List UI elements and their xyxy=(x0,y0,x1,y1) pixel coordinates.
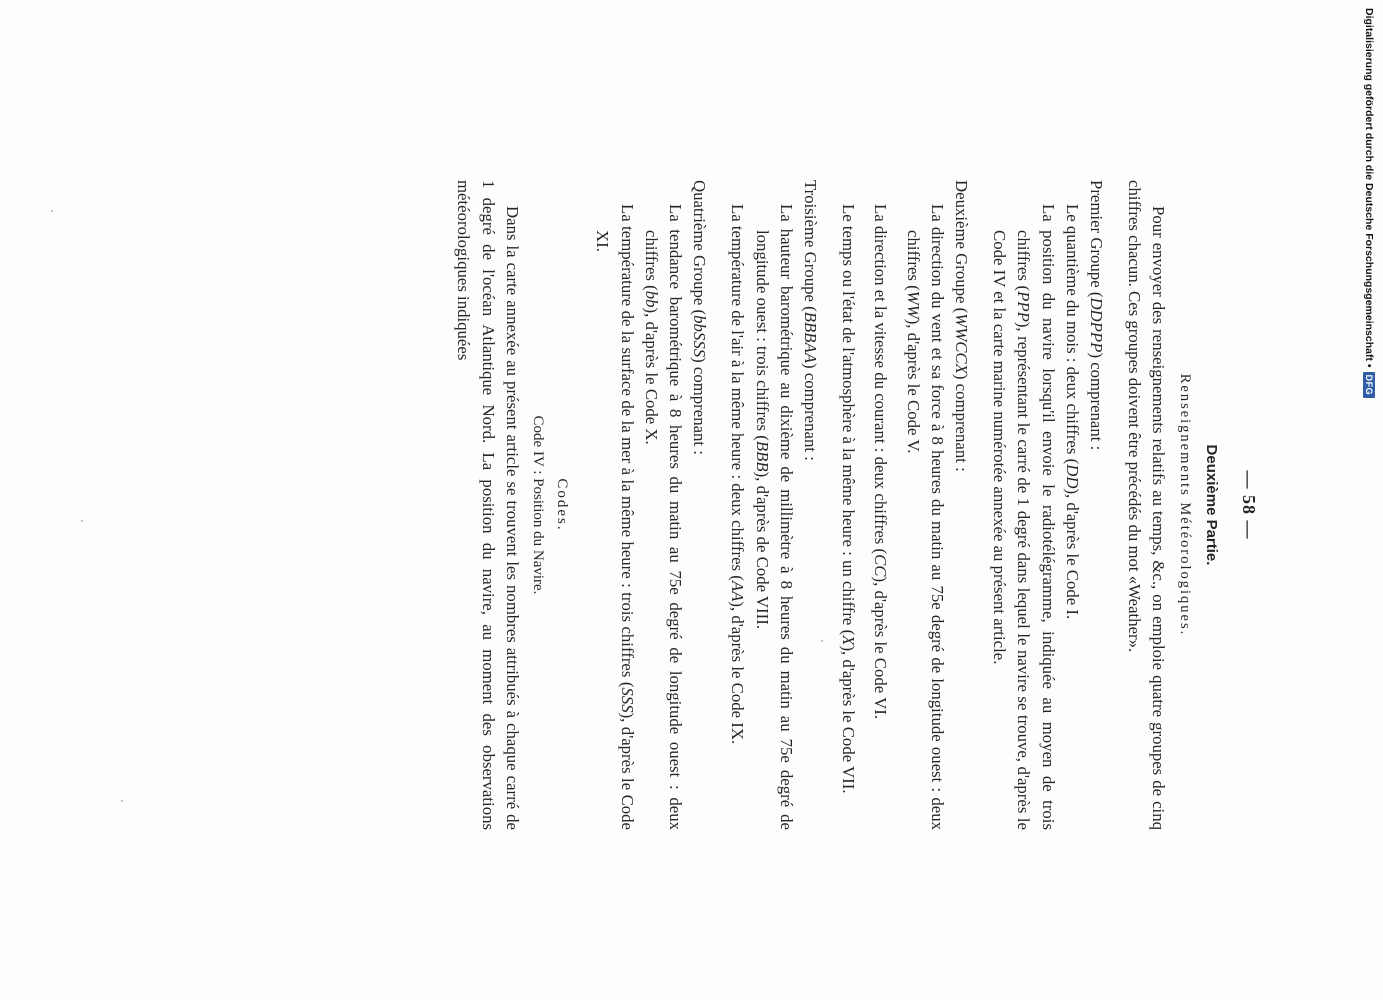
group-heading-4: Quatrième Groupe (bbSSS) comprenant : xyxy=(690,180,710,455)
page-body xyxy=(451,180,1261,830)
scan-speck xyxy=(121,800,123,802)
part-title: Deuxième Partie. xyxy=(1202,444,1220,566)
scan-speck xyxy=(81,520,83,522)
section-title: Renseignements Météorologiques. xyxy=(1176,373,1193,637)
group-3-item-1: La hauteur barométrique au dixième de millimètre à 8 heures du matin au 75e degré de longitude ouest : trois chiffres (BBB), d'après de Code VIII. xyxy=(752,204,796,830)
group-heading-3: Troisième Groupe (BBBAA) comprenant : xyxy=(800,180,820,461)
codes-title: Codes. xyxy=(554,478,571,532)
group-2-item-2: La direction et la vitesse du courant : deux chiffres (CC), d'après le Code VI. xyxy=(871,204,891,720)
dfg-logo: DFG xyxy=(1363,372,1375,399)
group-1-item-2: La position du navire lorsqu'il envoie le radiotélégramme, indiquée au moyen de trois chiffres (PPP), représentant le carré de 1 degré dans lequel le navire se trouve, d'après le Code IV et la carte marine numérotée annexée au présent article. xyxy=(990,204,1058,831)
group-4-item-2: La température de la surface de la mer à la même heure : trois chiffres (SSS), d'après le Code XI. xyxy=(593,204,637,830)
group-heading-2: Deuxième Groupe (WWCCX) comprenant : xyxy=(951,180,971,472)
group-4-item-1: La tendance barométrique à 8 heures du matin au 75e degré de longitude ouest : deux chiffres (bb), d'après le Code X. xyxy=(641,204,685,830)
group-3-item-2: La température de l'air à la même heure : deux chiffres (AA), d'après le Code IX. xyxy=(728,204,748,745)
scan-speck xyxy=(821,640,823,642)
scan-speck xyxy=(51,210,53,212)
code-iv-title: Code IV : Position du Navire. xyxy=(529,415,546,595)
group-2-item-3: Le temps ou l'état de l'atmosphère à la même heure : un chiffre (X), d'après le Code VII. xyxy=(839,204,859,794)
credit-text: Digitalisierung gefördert durch die Deutsche Forschungsgemeinschaft • xyxy=(1363,8,1375,368)
group-1-item-1: Le quantième du mois : deux chiffres (DD), d'après le Code I. xyxy=(1062,204,1082,620)
intro-paragraph: Pour envoyer des renseignements relatifs au temps, &c., on emploie quatre groupes de cinq chiffres chacun. Ces groupes doivent être précédés du mot «Weather». xyxy=(1125,180,1169,830)
page-number: — 58 — xyxy=(1239,470,1259,540)
code-iv-paragraph: Dans la carte annexée au présent article se trouvent les nombres attribués à chaque carré de 1 degré de l'océan Atlantique Nord. La position du navire, au moment des observations météorologiques indiquées xyxy=(454,180,522,830)
digitization-credit xyxy=(1360,8,1378,396)
group-heading-1: Premier Groupe (DDPPP) comprenant : xyxy=(1086,180,1106,451)
group-2-item-1: La direction du vent et sa force à 8 heures du matin au 75e degré de longitude ouest : deux chiffres (WW), d'après le Code V. xyxy=(903,204,947,830)
